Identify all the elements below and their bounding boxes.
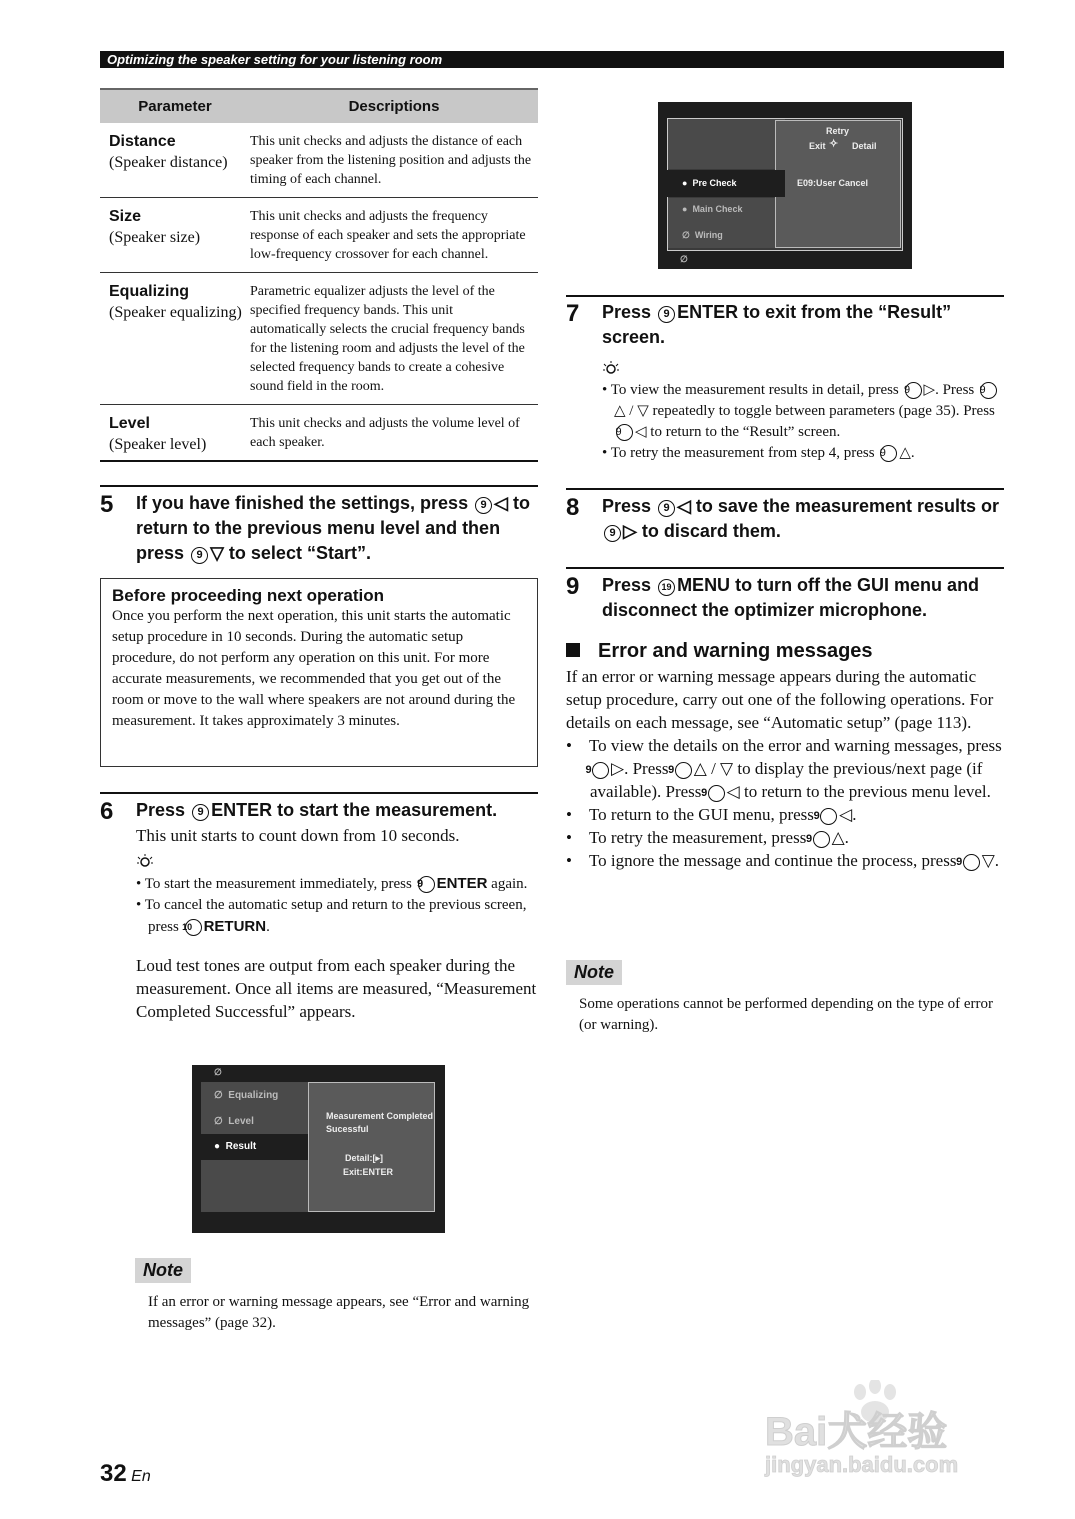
menu-item-label: Result — [225, 1141, 257, 1152]
step-6-after: Loud test tones are output from each speaker during the measurement. Once all items are measured, “Measurement Completed Successful” appears. — [136, 956, 537, 1021]
error-message-pane — [775, 120, 901, 248]
section-bullets — [566, 734, 1004, 872]
key-9-icon: 9 — [813, 831, 830, 848]
checkbox-icon: ∅ — [680, 254, 688, 264]
left-arrow-icon: ◁ — [726, 782, 740, 801]
key-9-icon: 9 — [191, 547, 208, 564]
square-bullet-icon — [566, 643, 580, 657]
menu-item-label: Wiring — [694, 230, 723, 240]
error-warning-section — [566, 640, 1004, 872]
step-8-title — [602, 494, 1004, 544]
key-9-icon: 9 — [604, 525, 621, 542]
enter-key-label: ENTER — [436, 875, 488, 892]
step-text: to start the measurement. — [277, 800, 498, 820]
key-10-icon: 10 — [185, 919, 202, 936]
step-text: to save the measurement results or — [695, 496, 1000, 516]
step-text: Press — [602, 575, 652, 595]
table-row — [100, 405, 538, 462]
key-19-icon: 19 — [658, 579, 675, 596]
table-row — [100, 198, 538, 273]
key-9-icon: 9 — [418, 876, 435, 893]
bullet-text: To retry the measurement, press — [588, 828, 807, 847]
up-arrow-icon: △ — [831, 828, 845, 847]
left-arrow-icon: ◁ — [635, 424, 647, 440]
col-header-parameter: Parameter — [100, 89, 250, 123]
note-right-text: Some operations cannot be performed depending on the type of error (or warning). — [579, 996, 994, 1033]
bullet-text: to display the previous/next page (if available). Press — [590, 759, 983, 801]
menu-item-label: Equalizing — [228, 1090, 279, 1101]
return-key-label: RETURN — [203, 918, 267, 935]
tip-item: • To view the measurement results in detail, press 9 ▷. Press 9△ / ▽ repeatedly to toggle between parameters (page 35). Press 9 ◁ to return to the “Result” screen. — [602, 380, 1004, 443]
tip-text: To retry the measurement from step 4, press — [610, 445, 875, 461]
step-8 — [566, 494, 1004, 544]
param-sub: (Speaker level) — [109, 436, 207, 453]
param-sub: (Speaker distance) — [109, 154, 228, 171]
step-5 — [100, 491, 538, 566]
key-9-icon: 9 — [820, 808, 837, 825]
step-9-title — [602, 573, 1004, 623]
table-row — [100, 273, 538, 405]
tip-text: . Press — [935, 382, 975, 398]
section-heading — [566, 640, 1004, 663]
page-number-value: 32 — [100, 1460, 127, 1487]
result-message-pane — [308, 1082, 435, 1212]
step-text: to select “Start”. — [228, 543, 371, 563]
step-divider — [100, 792, 538, 794]
tip-text: To cancel the automatic setup and return to the previous screen, press — [144, 897, 527, 935]
checkbox-icon: ∅ — [214, 1067, 222, 1077]
param-name: Equalizing — [109, 283, 189, 300]
step-number: 7 — [566, 300, 580, 327]
page-language: En — [131, 1468, 151, 1485]
step-number: 8 — [566, 494, 580, 521]
step-text: to exit from the “Result” screen. — [602, 302, 952, 347]
list-item: • To ignore the message and continue the process, press 9 ▽. — [566, 851, 1000, 870]
bullet-text: To ignore the message and continue the process, press — [588, 851, 957, 870]
step-text: If you have finished the settings, press — [136, 493, 469, 513]
menu-item-pre-check[interactable]: ● Pre Check — [682, 178, 737, 188]
bullet-text: To return to the GUI menu, press — [588, 805, 814, 824]
step-text: Press — [602, 496, 652, 516]
menu-item-level[interactable]: ∅ Level — [214, 1116, 254, 1127]
step-text: to turn off the GUI menu and disconnect the optimizer microphone. — [602, 575, 980, 620]
param-desc: This unit checks and adjusts the volume level of each speaker. — [250, 405, 538, 462]
result-message-line1: Measurement Completed — [326, 1111, 434, 1121]
error-screen — [658, 102, 912, 269]
key-9-icon: 9 — [880, 445, 897, 462]
menu-item-result[interactable]: ● Result — [214, 1141, 257, 1152]
left-column — [100, 88, 538, 462]
tip-text: To start the measurement immediately, press — [144, 876, 412, 892]
four-way-arrow-icon: ✧ — [829, 138, 839, 150]
key-9-icon: 9 — [475, 497, 492, 514]
note-label: Note — [566, 960, 622, 985]
param-sub: (Speaker equalizing) — [109, 304, 242, 321]
hint-lightbulb-icon — [136, 853, 156, 869]
param-name: Size — [109, 208, 142, 225]
step-9 — [566, 573, 1004, 623]
key-9-icon: 9 — [675, 762, 692, 779]
step-6-title — [136, 798, 538, 823]
tip-text: repeatedly to toggle between parameters (page 35). Press — [652, 403, 995, 419]
before-proceeding-box — [100, 578, 538, 767]
result-message-line2: Sucessful — [326, 1124, 369, 1134]
key-9-icon: 9 — [980, 382, 997, 399]
left-arrow-icon: ◁ — [839, 805, 853, 824]
key-9-icon: 9 — [963, 854, 980, 871]
step-divider — [566, 295, 1004, 297]
enter-key-label: ENTER — [677, 302, 739, 322]
param-desc: Parametric equalizer adjusts the level of the specified frequency bands. This unit automatically selects the crucial frequency bands for the listening room and adjusts the level of the selected frequency bands to create a cohesive sound field in the room. — [250, 273, 538, 405]
tip-text: To view the measurement results in detail, press — [610, 382, 899, 398]
tip-item: • To retry the measurement from step 4, press 9 △. — [602, 445, 915, 461]
key-9-icon: 9 — [708, 785, 725, 802]
step-6-tips — [136, 853, 538, 938]
step-7-title — [602, 300, 1004, 350]
tip-item: • To start the measurement immediately, press 9 ENTER again. — [136, 875, 528, 892]
step-6-body: This unit starts to count down from 10 seconds. — [136, 826, 460, 845]
menu-item-label: Main Check — [692, 204, 743, 214]
step-text: to discard them. — [641, 521, 781, 541]
right-arrow-icon: ▷ — [923, 382, 936, 398]
enter-key-label: ENTER — [211, 800, 273, 820]
watermark-url: jingyan.baidu.com — [765, 1452, 959, 1477]
down-arrow-icon: ▽ — [981, 851, 995, 870]
step-text: Press — [602, 302, 652, 322]
key-9-icon: 9 — [592, 762, 609, 779]
col-header-descriptions: Descriptions — [250, 89, 538, 123]
section-header-title: Optimizing the speaker setting for your listening room — [107, 52, 443, 67]
bullet-text: To view the details on the error and warning messages, press — [588, 736, 1002, 755]
menu-item-label: Pre Check — [692, 178, 737, 188]
menu-item-equalizing[interactable]: ∅ Equalizing — [214, 1090, 279, 1101]
box-body: Once you perform the next operation, this unit starts the automatic setup procedure in 10 seconds. During the automatic setup procedure, do not perform any operation on this unit. For more accurate measurements, we recommended that you get out of the room or move to the wall where speakers are not around during the measurement. It takes approximately 3 minutes. — [112, 608, 516, 729]
step-7-tips — [602, 360, 1004, 464]
retry-hint: Retry — [826, 126, 850, 136]
section-intro: If an error or warning message appears during the automatic setup procedure, carry out one of the following operations. For details on each message, see “Automatic setup” (page 113). — [566, 667, 994, 732]
tip-item: • To cancel the automatic setup and return to the previous screen, press 10 RETURN. — [136, 897, 527, 935]
step-number: 5 — [100, 491, 114, 518]
param-sub: (Speaker size) — [109, 229, 201, 246]
down-arrow-icon: ▽ — [210, 543, 224, 563]
step-number: 6 — [100, 798, 114, 825]
hint-lightbulb-icon — [602, 360, 622, 376]
error-top-pane — [668, 119, 785, 169]
left-arrow-icon: ◁ — [494, 493, 508, 513]
result-detail-hint: Detail:[▸] — [345, 1153, 384, 1163]
key-9-icon: 9 — [905, 382, 922, 399]
box-title: Before proceeding next operation — [112, 586, 385, 605]
step-6 — [100, 798, 538, 1023]
step-5-title — [136, 491, 538, 566]
result-exit-hint: Exit:ENTER — [343, 1167, 394, 1177]
error-code: E09:User Cancel — [797, 178, 869, 188]
down-arrow-icon: ▽ — [720, 759, 734, 778]
key-9-icon: 9 — [658, 306, 675, 323]
bullet-text: . Press — [624, 759, 669, 778]
step-number: 9 — [566, 573, 580, 600]
page-number — [100, 1460, 151, 1488]
key-9-icon: 9 — [616, 424, 633, 441]
up-arrow-icon: △ — [899, 445, 911, 461]
exit-hint: Exit — [809, 141, 826, 151]
key-9-icon: 9 — [192, 804, 209, 821]
watermark-brand: Bai犬经验 — [765, 1410, 948, 1454]
up-arrow-icon: △ — [614, 403, 626, 419]
menu-key-label: MENU — [677, 575, 731, 595]
tip-text: again. — [491, 876, 528, 892]
param-desc: This unit checks and adjusts the distance of each speaker from the listening position and adjusts the timing of each channel. — [250, 123, 538, 198]
bullet-text: to return to the previous menu level. — [743, 782, 991, 801]
list-item: • To view the details on the error and warning messages, press 9 ▷. Press 9 △ / ▽ to display the previous/next page (if available). Press 9 ◁ to return to the previous menu level. — [566, 736, 1002, 801]
param-name: Level — [109, 415, 150, 432]
section-header-bar — [100, 51, 1004, 68]
list-item: • To retry the measurement, press 9 △. — [566, 828, 849, 847]
step-text: Press — [136, 800, 186, 820]
left-arrow-icon: ◁ — [677, 496, 691, 516]
right-arrow-icon: ▷ — [611, 759, 625, 778]
note-label: Note — [135, 1258, 191, 1283]
menu-item-wiring[interactable]: ∅ Wiring — [682, 230, 723, 240]
tip-text: to return to the “Result” screen. — [650, 424, 841, 440]
param-desc: This unit checks and adjusts the frequency response of each speaker and sets the appropriate low-frequency crossover for each channel. — [250, 198, 538, 273]
step-text: to return to the previous menu level and then press — [136, 493, 530, 563]
note-left-text: If an error or warning message appears, see “Error and warning messages” (page 32). — [148, 1294, 530, 1331]
param-name: Distance — [109, 133, 176, 150]
right-arrow-icon: ▷ — [623, 521, 637, 541]
baidu-watermark — [760, 1380, 1010, 1485]
step-7 — [566, 300, 1004, 464]
down-arrow-icon: ▽ — [637, 403, 649, 419]
menu-item-label: Level — [228, 1116, 254, 1127]
step-divider — [100, 485, 538, 487]
baidu-paw-logo-icon — [760, 1380, 1010, 1480]
up-arrow-icon: △ — [693, 759, 707, 778]
result-screen — [192, 1065, 445, 1233]
section-heading-text: Error and warning messages — [598, 640, 873, 662]
table-row — [100, 123, 538, 198]
parameter-table — [100, 88, 538, 462]
step-divider — [566, 488, 1004, 490]
key-9-icon: 9 — [658, 500, 675, 517]
detail-hint: Detail — [852, 141, 877, 151]
step-divider — [566, 567, 1004, 569]
menu-item-main-check[interactable]: ● Main Check — [682, 204, 743, 214]
list-item: • To return to the GUI menu, press 9 ◁. — [566, 805, 857, 824]
